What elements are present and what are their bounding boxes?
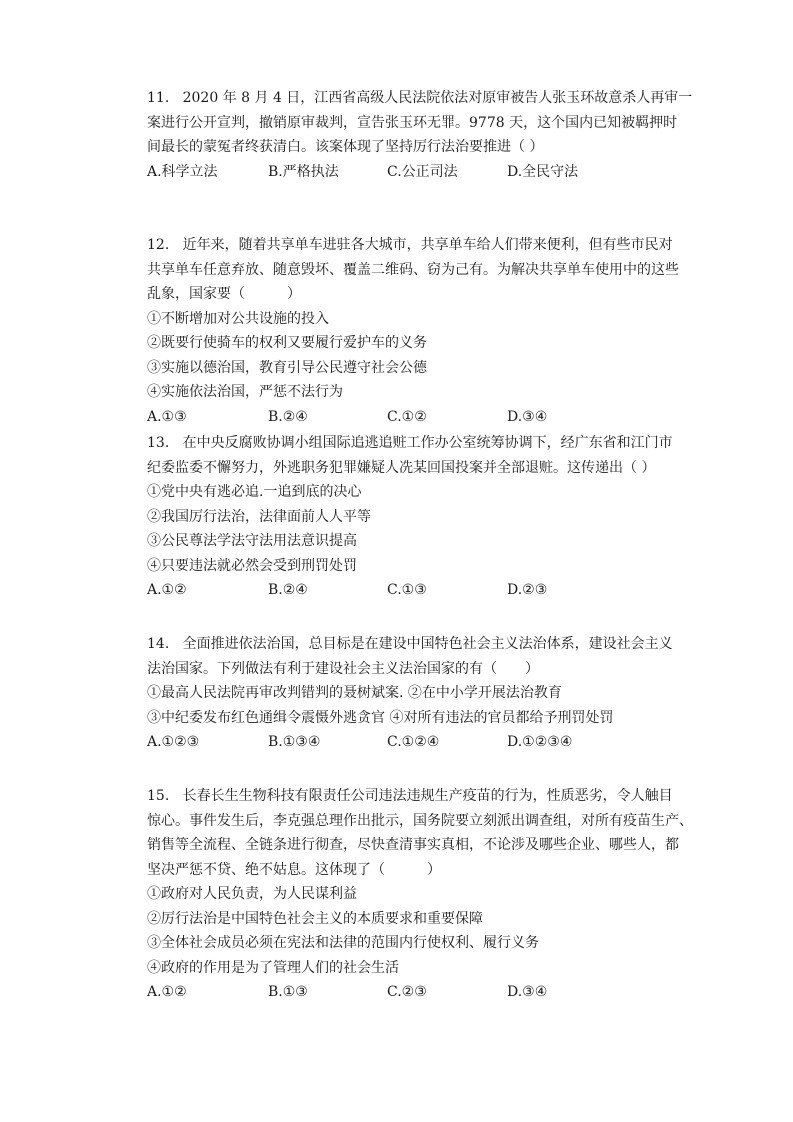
choice-statement: ②既要行使骑车的权利又要履行爱护车的义务	[147, 335, 427, 351]
option-d: D.②③	[507, 582, 548, 598]
choice-statement: ③全体社会成员必须在宪法和法律的范围内行使权利、履行义务	[147, 935, 539, 951]
answer-options	[147, 730, 682, 755]
question-text-line: 间最长的蒙冤者终获清白。该案体现了坚持厉行法治要推进（ ）	[147, 139, 544, 155]
option-a: A.①②③	[147, 734, 200, 750]
choice-statement: ④政府的作用是为了管理人们的社会生活	[147, 959, 399, 976]
question-text-line: 乱象，国家要（ ）	[147, 286, 301, 302]
option-a: A.科学立法	[147, 163, 218, 180]
question-text-line: 11. 2020 年 8 月 4 日，江西省高级人民法院依法对原审被告人张玉环故意杀人再审一	[147, 90, 693, 106]
option-c: C.公正司法	[387, 163, 458, 180]
answer-options	[147, 980, 682, 1005]
choice-statement: ①党中央有逃必追.一追到底的决心	[147, 484, 362, 500]
option-b: B.②④	[268, 582, 308, 598]
choice-statement: ③公民尊法学法守法用法意识提高	[147, 533, 357, 549]
option-b: B.严格执法	[268, 163, 339, 180]
option-b: B.①③	[268, 984, 308, 1000]
choice-statement: ③中纪委发布红色通缉令震慑外逃贪官 ④对所有违法的官员都给予刑罚处罚	[147, 709, 614, 726]
option-a: A.①③	[147, 408, 187, 425]
answer-options	[147, 405, 682, 430]
option-c: C.①②	[387, 408, 427, 425]
choice-statement: ①政府对人民负责，为人民谋利益	[147, 886, 357, 902]
question-text-line: 惊心。事件发生后，李克强总理作出批示，国务院要立刻派出调查组，对所有疫苗生产、	[147, 812, 693, 829]
question-text-line: 案进行公开宣判，撤销原审裁判，宣告张玉环无罪。9778 天，这个国内已知被羁押时	[147, 114, 678, 131]
question-text-line: 12. 近年来，随着共享单车进驻各大城市，共享单车给人们带来便利，但有些市民对	[147, 237, 673, 253]
question-text-line: 销售等全流程、全链条进行彻查，尽快查清事实真相，不论涉及哪些企业、哪些人，都	[147, 837, 679, 853]
question-text-line: 15. 长春长生生物科技有限责任公司违法违规生产疫苗的行为，性质恶劣，令人触目	[147, 788, 673, 804]
option-c: C.①②④	[387, 734, 440, 750]
question-text-line: 纪委监委不懈努力，外逃职务犯罪嫌疑人冼某回国投案并全部退赃。这传递出（ ）	[147, 459, 656, 476]
question-text-line: 法治国家。下列做法有利于建设社会主义法治国家的有（ ）	[147, 660, 539, 677]
choice-statement: ②我国厉行法治，法律面前人人平等	[147, 508, 371, 525]
option-d: D.①②③④	[507, 734, 573, 750]
question-15	[147, 784, 693, 1005]
question-text-line: 14. 全面推进依法治国，总目标是在建设中国特色社会主义法治体系，建设社会主义	[147, 636, 673, 652]
choice-statement: ④实施依法治国，严惩不法行为	[147, 384, 343, 400]
option-a: A.①②	[147, 984, 187, 1000]
option-c: C.②③	[387, 984, 427, 1000]
question-text-line: 共享单车任意弃放、随意毁坏、覆盖二维码、窃为己有。为解决共享单车使用中的这些	[147, 261, 679, 278]
answer-options	[147, 578, 682, 603]
question-11	[147, 86, 693, 184]
choice-statement: ②厉行法治是中国特色社会主义的本质要求和重要保障	[147, 910, 483, 927]
question-14	[147, 632, 682, 755]
choice-statement: ①不断增加对公共设施的投入	[147, 310, 329, 327]
option-d: D.全民守法	[507, 163, 579, 180]
choice-statement: ③实施以德治国，教育引导公民遵守社会公德	[147, 359, 427, 376]
choice-statement: ④只要违法就必然会受到刑罚处罚	[147, 557, 357, 574]
choice-statement: ①最高人民法院再审改判错判的聂树斌案. ②在中小学开展法治教育	[147, 685, 562, 701]
option-b: B.①③④	[268, 734, 321, 750]
option-d: D.③④	[507, 984, 548, 1000]
question-text-line: 坚决严惩不贷、绝不姑息。这体现了（ ）	[147, 861, 441, 878]
option-a: A.①②	[147, 582, 187, 598]
question-13	[147, 431, 682, 603]
option-d: D.③④	[507, 408, 548, 425]
answer-options	[147, 160, 682, 185]
question-12	[147, 233, 682, 429]
option-b: B.②④	[268, 408, 308, 425]
question-text-line: 13. 在中央反腐败协调小组国际追逃追赃工作办公室统筹协调下，经广东省和江门市	[147, 435, 673, 451]
option-c: C.①③	[387, 582, 427, 598]
